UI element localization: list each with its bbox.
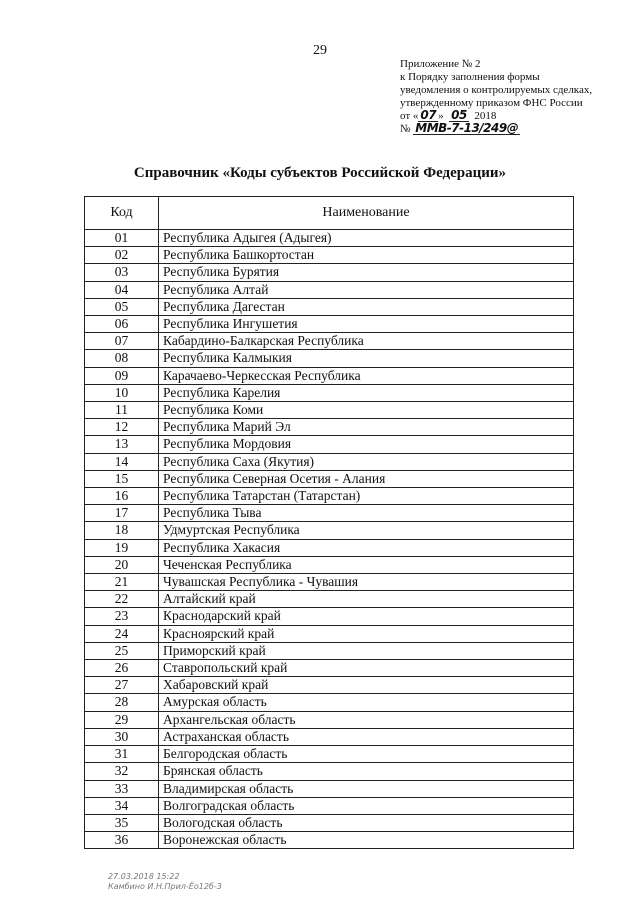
row-name: Вологодская область (159, 814, 574, 831)
row-name: Чувашская Республика - Чувашия (159, 574, 574, 591)
footer-stamp (108, 872, 222, 892)
table-row (85, 728, 574, 745)
row-code: 25 (85, 642, 159, 659)
row-name: Республика Коми (159, 402, 574, 419)
table-row (85, 281, 574, 298)
row-name: Красноярский край (159, 625, 574, 642)
footer-line: 27.03.2018 15:22 (108, 872, 180, 881)
header-code: Код (85, 197, 159, 230)
row-code: 19 (85, 539, 159, 556)
row-name: Приморский край (159, 642, 574, 659)
row-name: Владимирская область (159, 780, 574, 797)
table-row (85, 591, 574, 608)
number-prefix: № (400, 123, 411, 135)
row-name: Архангельская область (159, 711, 574, 728)
row-name: Воронежская область (159, 832, 574, 849)
table-row (85, 264, 574, 281)
row-code: 06 (85, 316, 159, 333)
row-code: 21 (85, 574, 159, 591)
table-row (85, 556, 574, 573)
table-row (85, 574, 574, 591)
row-name: Республика Бурятия (159, 264, 574, 281)
table-row (85, 505, 574, 522)
row-name: Волгоградская область (159, 797, 574, 814)
row-code: 03 (85, 264, 159, 281)
annex-line: к Порядку заполнения формы (400, 71, 540, 83)
row-code: 13 (85, 436, 159, 453)
row-name: Брянская область (159, 763, 574, 780)
date-prefix: от « (400, 110, 419, 122)
table-row (85, 660, 574, 677)
row-name: Карачаево-Черкесская Республика (159, 367, 574, 384)
document-title: Справочник «Коды субъектов Российской Федерации» (133, 165, 507, 181)
row-name: Хабаровский край (159, 677, 574, 694)
table-row (85, 247, 574, 264)
row-code: 35 (85, 814, 159, 831)
date-year: 2018 (474, 110, 497, 122)
header-name: Наименование (159, 197, 574, 230)
table-row (85, 539, 574, 556)
row-name: Республика Северная Осетия - Алания (159, 470, 574, 487)
table-row (85, 797, 574, 814)
row-code: 33 (85, 780, 159, 797)
page-number: 29 (313, 43, 327, 58)
row-code: 11 (85, 402, 159, 419)
table-row (85, 367, 574, 384)
row-code: 22 (85, 591, 159, 608)
table-header-row (85, 197, 574, 230)
row-code: 01 (85, 230, 159, 247)
table-row (85, 384, 574, 401)
row-code: 07 (85, 333, 159, 350)
row-name: Краснодарский край (159, 608, 574, 625)
row-name: Республика Адыгея (Адыгея) (159, 230, 574, 247)
table-row (85, 814, 574, 831)
row-code: 10 (85, 384, 159, 401)
number-handwritten: ММВ-7-13/249@ (415, 121, 519, 135)
row-name: Республика Марий Эл (159, 419, 574, 436)
table-row (85, 608, 574, 625)
table-row (85, 333, 574, 350)
row-code: 31 (85, 746, 159, 763)
date-mid: » (438, 110, 444, 122)
row-name: Республика Карелия (159, 384, 574, 401)
row-code: 23 (85, 608, 159, 625)
row-name: Астраханская область (159, 728, 574, 745)
row-code: 34 (85, 797, 159, 814)
row-code: 15 (85, 470, 159, 487)
table-row (85, 694, 574, 711)
annex-line: уведомления о контролируемых сделках, (400, 84, 593, 96)
row-name: Республика Ингушетия (159, 316, 574, 333)
annex-number (400, 123, 635, 136)
row-code: 24 (85, 625, 159, 642)
table-row (85, 711, 574, 728)
date-day-handwritten: 07 (420, 108, 437, 122)
table-row (85, 402, 574, 419)
row-name: Республика Саха (Якутия) (159, 453, 574, 470)
row-code: 32 (85, 763, 159, 780)
row-code: 26 (85, 660, 159, 677)
footer-line: Камбино И.Н.Прил-Ёо12б-3 (108, 882, 222, 891)
regions-table (84, 196, 574, 849)
row-name: Республика Башкортостан (159, 247, 574, 264)
row-code: 29 (85, 711, 159, 728)
table-row (85, 230, 574, 247)
row-name: Республика Хакасия (159, 539, 574, 556)
row-name: Алтайский край (159, 591, 574, 608)
table-row (85, 298, 574, 315)
row-code: 08 (85, 350, 159, 367)
row-code: 14 (85, 453, 159, 470)
row-name: Республика Алтай (159, 281, 574, 298)
table-row (85, 677, 574, 694)
annex-block (400, 58, 635, 136)
row-code: 05 (85, 298, 159, 315)
row-code: 30 (85, 728, 159, 745)
table-row (85, 763, 574, 780)
row-name: Республика Калмыкия (159, 350, 574, 367)
row-name: Белгородская область (159, 746, 574, 763)
row-name: Республика Дагестан (159, 298, 574, 315)
row-code: 17 (85, 505, 159, 522)
row-code: 04 (85, 281, 159, 298)
table-row (85, 832, 574, 849)
annex-line: Приложение № 2 (400, 58, 481, 70)
table-row (85, 316, 574, 333)
row-code: 16 (85, 488, 159, 505)
annex-line: утвержденному приказом ФНС России (400, 97, 583, 109)
row-name: Республика Мордовия (159, 436, 574, 453)
row-name: Кабардино-Балкарская Республика (159, 333, 574, 350)
table-row (85, 419, 574, 436)
table-row (85, 780, 574, 797)
row-code: 28 (85, 694, 159, 711)
row-code: 36 (85, 832, 159, 849)
row-name: Удмуртская Республика (159, 522, 574, 539)
row-code: 12 (85, 419, 159, 436)
row-code: 27 (85, 677, 159, 694)
table-row (85, 470, 574, 487)
row-code: 18 (85, 522, 159, 539)
row-name: Республика Тыва (159, 505, 574, 522)
row-name: Амурская область (159, 694, 574, 711)
row-code: 20 (85, 556, 159, 573)
date-month-handwritten: 05 (451, 108, 467, 122)
table-row (85, 522, 574, 539)
table-row (85, 453, 574, 470)
row-code: 02 (85, 247, 159, 264)
row-code: 09 (85, 367, 159, 384)
row-name: Чеченская Республика (159, 556, 574, 573)
table-row (85, 642, 574, 659)
row-name: Ставропольский край (159, 660, 574, 677)
table-row (85, 436, 574, 453)
table-row (85, 625, 574, 642)
table-row (85, 350, 574, 367)
row-name: Республика Татарстан (Татарстан) (159, 488, 574, 505)
table-row (85, 746, 574, 763)
table-row (85, 488, 574, 505)
